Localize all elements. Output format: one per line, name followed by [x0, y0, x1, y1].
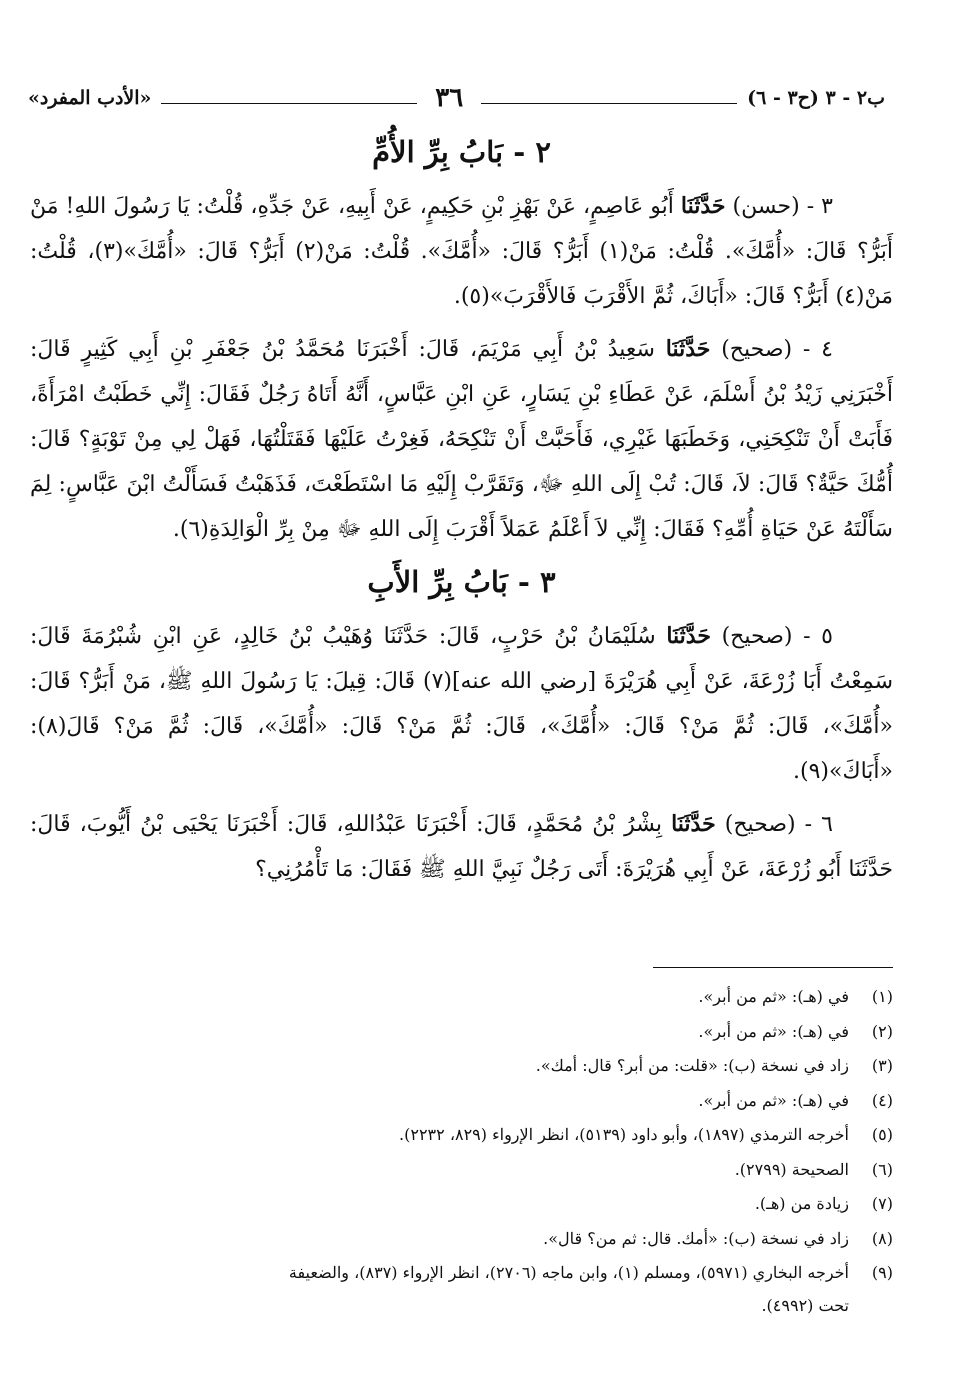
footnote-text: أخرجه الترمذي (١٨٩٧)، وأبو داود (٥١٣٩)، انظر الإرواء (٨٢٩، ٢٢٣٢).: [399, 1125, 849, 1144]
footnote-text: زاد في نسخة (ب): «أمك. قال: ثم من؟ قال».: [543, 1228, 849, 1248]
footnote-text: زيادة من (هـ).: [754, 1194, 849, 1213]
footnote: [50, 1256, 893, 1291]
footnote: [50, 1222, 893, 1257]
hadith-text: سُلَيْمَانُ بْنُ حَرْبٍ، قَالَ: حَدَّثَنَا وُهَيْبُ بْنُ خَالِدٍ، عَنِ ابْنِ شُبْرُمَةَ قَالَ: سَمِعْتُ أَبَا زُرْعَةَ، عَنْ أَبِي هُرَيْرَةَ [رضي الله عنه](٧) قَالَ: قِيلَ: يَا رَسُولَ اللهِ ﷺ، مَنْ أَبَرُّ؟ قَالَ: «أُمَّكَ»، قَالَ: ثُمَّ مَنْ؟ قَالَ: «أُمَّكَ»، قَالَ: ثُمَّ مَنْ؟ قَالَ: «أُمَّكَ»، قَالَ: ثُمَّ مَنْ؟ قَالَ(٨): «أَبَاكَ»(٩).: [30, 624, 894, 784]
hadith-text: أَبُو عَاصِمٍ، عَنْ بَهْزِ بْنِ حَكِيمٍ، عَنْ أَبِيهِ، عَنْ جَدِّهِ، قُلْتُ: يَا رَسُولَ اللهِ! مَنْ أَبَرُّ؟ قَالَ: «أُمَّكَ». قُلْتُ: مَنْ(١) أَبَرُّ؟ قَالَ: «أُمَّكَ». قُلْتُ: مَنْ(٢) أَبَرُّ؟ قَالَ: «أُمَّكَ»(٣)، قُلْتُ: مَنْ(٤) أَبَرُّ؟ قَالَ: «أَبَاكَ، ثُمَّ الأَقْرَبَ فَالأَقْرَبَ»(٥).: [30, 194, 893, 309]
header-rule: [481, 103, 737, 104]
hadith-paragraph: [30, 802, 893, 892]
footnote-number: (٦): [871, 1159, 893, 1179]
footnote-number: (٨): [871, 1228, 893, 1248]
chapter-title: ٣ - بَابُ بِرِّ الأَبِ: [367, 565, 556, 599]
hadith-verb: حَدَّثَنَا: [665, 336, 711, 362]
header-rule: [161, 103, 417, 104]
footnote-number: (٧): [871, 1194, 893, 1213]
hadith-paragraph: [30, 184, 893, 319]
header-reference: ب٢ - ٣ (ح٣ - ٦): [747, 87, 885, 109]
footnote-number: (٣): [871, 1056, 893, 1075]
footnote: [50, 1187, 893, 1222]
main-text: [30, 122, 893, 900]
hadith-text: سَعِيدُ بْنُ أَبِي مَرْيَمَ، قَالَ: أَخْبَرَنَا مُحَمَّدُ بْنُ جَعْفَرِ بْنِ أَبِي كَثِيرٍ قَالَ: أَخْبَرَنِي زَيْدُ بْنُ أَسْلَمَ، عَنْ عَطَاءِ بْنِ يَسَارٍ، عَنِ ابْنِ عَبَّاسٍ، أَنَّهُ أَتَاهُ رَجُلٌ فَقَالَ: إِنِّي خَطَبْتُ امْرَأَةً، فَأَبَتْ أَنْ تَنْكِحَنِي، وَخَطَبَهَا غَيْرِي، فَأَحَبَّتْ أَنْ تَنْكِحَهُ، فَغِرْتُ عَلَيْهَا فَقَتَلْتُهَا، فَهَلْ لِي مِنْ تَوْبَةٍ؟ قَالَ: أُمُّكَ حَيَّةٌ؟ قَالَ: لاَ، قَالَ: تُبْ إِلَى اللهِ ﷻ، وَتَقَرَّبْ إِلَيْهِ مَا اسْتَطَعْتَ، فَذَهَبْتُ فَسَأَلْتُ ابْنَ عَبَّاسٍ: لِمَ سَأَلْتَهُ عَنْ حَيَاةِ أُمِّهِ؟ فَقَالَ: إِنِّي لاَ أَعْلَمُ عَمَلاً أَقْرَبَ إِلَى اللهِ ﷻ مِنْ بِرِّ الْوَالِدَةِ(٦).: [30, 337, 893, 542]
footnote-text: زاد في نسخة (ب): «قلت: من أبر؟ قال: أمك».: [535, 1056, 849, 1075]
footnotes: [50, 980, 893, 1321]
footnote-number: (٥): [871, 1125, 893, 1144]
hadith-verb: حَدَّثَنَا: [680, 193, 726, 219]
hadith-text: بِشْرُ بْنُ مُحَمَّدٍ، قَالَ: أَخْبَرَنَا عَبْدُاللهِ، قَالَ: أَخْبَرَنَا يَحْيَى بْنُ أَيُّوبَ، قَالَ: حَدَّثَنَا أَبُو زُرْعَةَ، عَنْ أَبِي هُرَيْرَةَ: أَتَى رَجُلٌ نَبِيَّ اللهِ ﷺ فَقَالَ: مَا تَأْمُرُنِي؟: [30, 812, 893, 882]
hadith-grade: ٣ - (حسن): [725, 194, 833, 219]
hadith-grade: ٤ - (صحيح): [710, 337, 833, 362]
footnote-separator: [653, 967, 893, 968]
footnote-number: (٤): [871, 1090, 893, 1110]
footnote-text: في (هـ): «ثم من أبر».: [698, 1090, 849, 1110]
footnote: [50, 1084, 893, 1119]
hadith-paragraph: [30, 327, 893, 552]
footnote: [50, 1153, 893, 1188]
page-number: ٣٦: [435, 83, 464, 113]
hadith-grade: ٥ - (صحيح): [710, 624, 833, 649]
footnote: [50, 1118, 893, 1153]
header-book-title: «الأدب المفرد»: [27, 87, 152, 109]
footnote: [50, 980, 893, 1015]
hadith-verb: حَدَّثَنَا: [671, 811, 716, 837]
running-header: [28, 78, 885, 118]
footnote-continuation: تحت (٤٩٩٢).: [761, 1295, 849, 1315]
footnote: [50, 1049, 893, 1084]
footnote-text: في (هـ): «ثم من أبر».: [698, 987, 849, 1006]
footnote-text: في (هـ): «ثم من أبر».: [698, 1021, 849, 1041]
hadith-paragraph: [30, 614, 893, 794]
footnote: [50, 1015, 893, 1050]
chapter-title: ٢ - بَابُ بِرِّ الأُمِّ: [372, 135, 551, 169]
footnote-text: الصحيحة (٢٧٩٩).: [734, 1159, 849, 1179]
hadith-grade: ٦ - (صحيح): [715, 812, 833, 837]
footnote-number: (٩): [871, 1263, 893, 1282]
footnote-number: (٢): [871, 1021, 893, 1041]
hadith-verb: حَدَّثَنَا: [666, 623, 711, 649]
footnote-number: (١): [871, 987, 893, 1006]
footnote-text: أخرجه البخاري (٥٩٧١)، ومسلم (١)، وابن ماجه (٢٧٠٦)، انظر الإرواء (٨٣٧)، والضعيفة: [288, 1263, 849, 1282]
